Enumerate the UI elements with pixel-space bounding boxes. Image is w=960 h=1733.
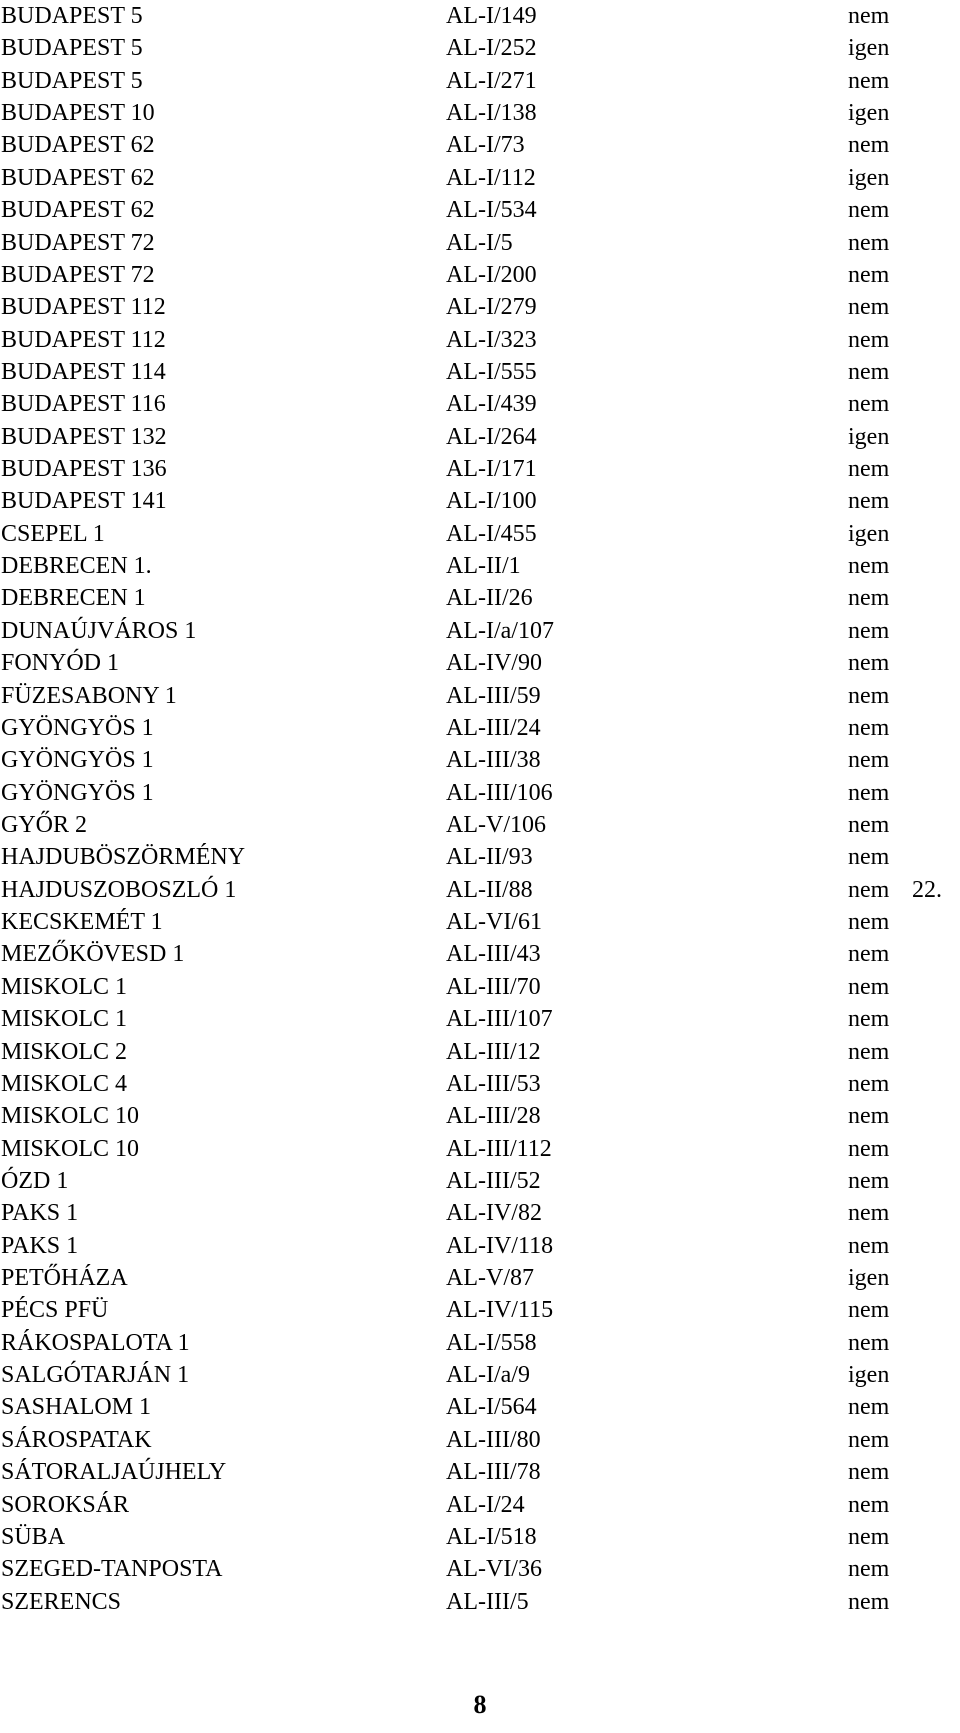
flag-cell: nem [848,1588,890,1615]
place-cell: MISKOLC 10 [1,1135,140,1162]
flag-cell: nem [848,3,890,29]
code-cell: AL-IV/115 [446,1297,554,1324]
flag-cell: nem [848,261,890,288]
flag-cell: nem [848,1006,890,1033]
flag-cell: nem [848,67,890,94]
code-cell: AL-III/43 [446,941,541,968]
place-cell: BUDAPEST 62 [1,164,155,191]
place-cell: BUDAPEST 5 [1,35,143,62]
flag-cell: nem [848,1394,890,1421]
code-cell: AL-I/455 [446,520,537,547]
place-cell: ÓZD 1 [1,1167,69,1194]
flag-cell: nem [848,391,890,418]
table-row [0,1068,960,1100]
flag-cell: igen [848,164,890,191]
table-row [0,615,960,647]
flag-cell: nem [848,553,890,580]
code-cell: AL-I/a/9 [446,1362,530,1389]
place-cell: BUDAPEST 141 [1,488,167,515]
code-cell: AL-I/100 [446,488,537,515]
place-cell: KECSKEMÉT 1 [1,909,163,936]
code-cell: AL-V/106 [446,811,546,838]
table-row [0,453,960,485]
place-cell: MISKOLC 1 [1,973,128,1000]
place-cell: DEBRECEN 1 [1,585,146,612]
flag-cell: nem [848,714,890,741]
code-cell: AL-III/53 [446,1070,541,1097]
flag-cell: nem [848,650,890,677]
code-cell: AL-I/534 [446,197,537,224]
place-cell: BUDAPEST 62 [1,132,155,159]
flag-cell: nem [848,682,890,709]
code-cell: AL-III/70 [446,973,541,1000]
place-cell: BUDAPEST 72 [1,261,155,288]
place-cell: SZERENCS [1,1588,122,1615]
code-cell: AL-I/279 [446,294,537,321]
place-cell: BUDAPEST 136 [1,456,167,483]
place-cell: DUNAÚJVÁROS 1 [1,617,197,644]
flag-cell: nem [848,456,890,483]
table-row [0,1133,960,1165]
place-cell: BUDAPEST 112 [1,294,166,321]
table-row [0,97,960,129]
place-cell: SZEGED-TANPOSTA [1,1556,223,1583]
flag-cell: nem [848,1135,890,1162]
code-cell: AL-I/252 [446,35,537,62]
place-cell: GYÖNGYÖS 1 [1,779,154,806]
table-row [0,777,960,809]
table-row [0,1262,960,1294]
table-row [0,1230,960,1262]
flag-cell: igen [848,423,890,450]
table-row [0,485,960,517]
code-cell: AL-VI/61 [446,909,542,936]
code-cell: AL-I/a/107 [446,617,554,644]
place-cell: DEBRECEN 1. [1,553,152,580]
side-note: 22. [912,876,942,903]
table-row [0,227,960,259]
code-cell: AL-I/5 [446,229,513,256]
table-row [0,1489,960,1521]
place-cell: BUDAPEST 72 [1,229,155,256]
code-cell: AL-I/264 [446,423,537,450]
place-cell: FÜZESABONY 1 [1,682,177,709]
code-cell: AL-III/78 [446,1459,541,1486]
place-cell: MISKOLC 10 [1,1103,140,1130]
code-cell: AL-II/93 [446,844,533,871]
code-cell: AL-II/1 [446,553,521,580]
code-cell: AL-III/106 [446,779,553,806]
code-cell: AL-II/26 [446,585,533,612]
table-row [0,1359,960,1391]
table-row [0,1456,960,1488]
page-number: 8 [473,1690,487,1719]
flag-cell: nem [848,1523,890,1550]
table-row [0,0,960,32]
table-row [0,1424,960,1456]
flag-cell: nem [848,1329,890,1356]
table-row [0,809,960,841]
place-cell: MEZŐKÖVESD 1 [1,941,185,968]
flag-cell: nem [848,1103,890,1130]
flag-cell: nem [848,1070,890,1097]
table-row [0,421,960,453]
place-cell: SÁTORALJAÚJHELY [1,1459,227,1486]
flag-cell: nem [848,1491,890,1518]
place-cell: BUDAPEST 112 [1,326,166,353]
place-cell: HAJDUSZOBOSZLÓ 1 [1,876,237,903]
code-cell: AL-III/5 [446,1588,529,1615]
code-cell: AL-VI/36 [446,1556,542,1583]
table-row [0,712,960,744]
table-row [0,841,960,873]
code-cell: AL-III/107 [446,1006,553,1033]
flag-cell: nem [848,1038,890,1065]
table-row [0,194,960,226]
table-row [0,582,960,614]
place-cell: HAJDUBÖSZÖRMÉNY [1,844,246,871]
flag-cell: nem [848,1297,890,1324]
code-cell: AL-I/555 [446,358,537,385]
place-cell: GYŐR 2 [1,811,88,838]
code-cell: AL-I/112 [446,164,536,191]
flag-cell: igen [848,1265,890,1292]
flag-cell: nem [848,844,890,871]
code-cell: AL-II/88 [446,876,533,903]
table-row [0,1327,960,1359]
table-row [0,1521,960,1553]
flag-cell: nem [848,1426,890,1453]
place-cell: GYÖNGYÖS 1 [1,714,154,741]
code-cell: AL-IV/82 [446,1200,542,1227]
flag-cell: nem [848,1200,890,1227]
place-cell: BUDAPEST 114 [1,358,166,385]
table-row [0,1165,960,1197]
place-cell: BUDAPEST 116 [1,391,166,418]
place-cell: BUDAPEST 62 [1,197,155,224]
code-cell: AL-III/12 [446,1038,541,1065]
table-row [0,906,960,938]
table-row [0,65,960,97]
place-cell: GYÖNGYÖS 1 [1,747,154,774]
table-row [0,744,960,776]
code-cell: AL-I/73 [446,132,525,159]
place-cell: MISKOLC 4 [1,1070,128,1097]
table-row [0,938,960,970]
flag-cell: nem [848,941,890,968]
table-row [0,1391,960,1423]
flag-cell: nem [848,229,890,256]
code-cell: AL-I/439 [446,391,537,418]
table-row [0,388,960,420]
table-row [0,1294,960,1326]
place-cell: PAKS 1 [1,1232,79,1259]
flag-cell: nem [848,585,890,612]
flag-cell: nem [848,973,890,1000]
flag-cell: nem [848,617,890,644]
flag-cell: igen [848,35,890,62]
table-row [0,291,960,323]
place-cell: SÁROSPATAK [1,1426,152,1453]
code-cell: AL-V/87 [446,1265,534,1292]
code-cell: AL-I/138 [446,100,537,127]
flag-cell: nem [848,488,890,515]
code-cell: AL-I/200 [446,261,537,288]
flag-cell: nem [848,1459,890,1486]
place-cell: PÉCS PFÜ [1,1297,109,1324]
flag-cell: nem [848,294,890,321]
flag-cell: nem [848,747,890,774]
table-row [0,874,960,906]
flag-cell: nem [848,876,890,903]
place-cell: PETŐHÁZA [1,1265,128,1292]
table-row [0,356,960,388]
place-cell: BUDAPEST 5 [1,3,143,29]
place-cell: BUDAPEST 5 [1,67,143,94]
place-cell: BUDAPEST 132 [1,423,167,450]
table-row [0,680,960,712]
flag-cell: igen [848,1362,890,1389]
code-cell: AL-I/171 [446,456,537,483]
place-cell: MISKOLC 1 [1,1006,128,1033]
code-cell: AL-I/323 [446,326,537,353]
flag-cell: nem [848,132,890,159]
place-cell: SÜBA [1,1523,66,1550]
code-cell: AL-I/24 [446,1491,525,1518]
place-cell: SALGÓTARJÁN 1 [1,1362,190,1389]
code-cell: AL-IV/118 [446,1232,554,1259]
code-cell: AL-III/28 [446,1103,541,1130]
place-cell: FONYÓD 1 [1,650,120,677]
table-row [0,32,960,64]
code-cell: AL-III/52 [446,1167,541,1194]
flag-cell: nem [848,1556,890,1583]
code-cell: AL-III/24 [446,714,541,741]
flag-cell: igen [848,100,890,127]
flag-cell: nem [848,909,890,936]
code-cell: AL-III/80 [446,1426,541,1453]
place-cell: CSEPEL 1 [1,520,105,547]
code-cell: AL-III/38 [446,747,541,774]
flag-cell: nem [848,811,890,838]
code-cell: AL-IV/90 [446,650,542,677]
flag-cell: nem [848,326,890,353]
flag-cell: igen [848,520,890,547]
flag-cell: nem [848,197,890,224]
flag-cell: nem [848,1167,890,1194]
flag-cell: nem [848,358,890,385]
code-cell: AL-I/149 [446,3,537,29]
table-row [0,129,960,161]
table-row [0,1197,960,1229]
code-cell: AL-I/558 [446,1329,537,1356]
flag-cell: nem [848,1232,890,1259]
code-cell: AL-I/271 [446,67,537,94]
table-row [0,259,960,291]
place-cell: RÁKOSPALOTA 1 [1,1329,190,1356]
table-row [0,550,960,582]
table-row [0,1003,960,1035]
code-cell: AL-III/59 [446,682,541,709]
place-cell: MISKOLC 2 [1,1038,128,1065]
flag-cell: nem [848,779,890,806]
table-row [0,1036,960,1068]
table-row [0,162,960,194]
table-row [0,1586,960,1618]
place-cell: BUDAPEST 10 [1,100,155,127]
table-row [0,971,960,1003]
place-cell: SOROKSÁR [1,1491,130,1518]
table-row [0,324,960,356]
table-row [0,1100,960,1132]
table-row [0,647,960,679]
table-row [0,1553,960,1585]
place-cell: PAKS 1 [1,1200,79,1227]
code-cell: AL-I/518 [446,1523,537,1550]
table-row [0,518,960,550]
place-cell: SASHALOM 1 [1,1394,152,1421]
code-cell: AL-III/112 [446,1135,552,1162]
code-cell: AL-I/564 [446,1394,537,1421]
